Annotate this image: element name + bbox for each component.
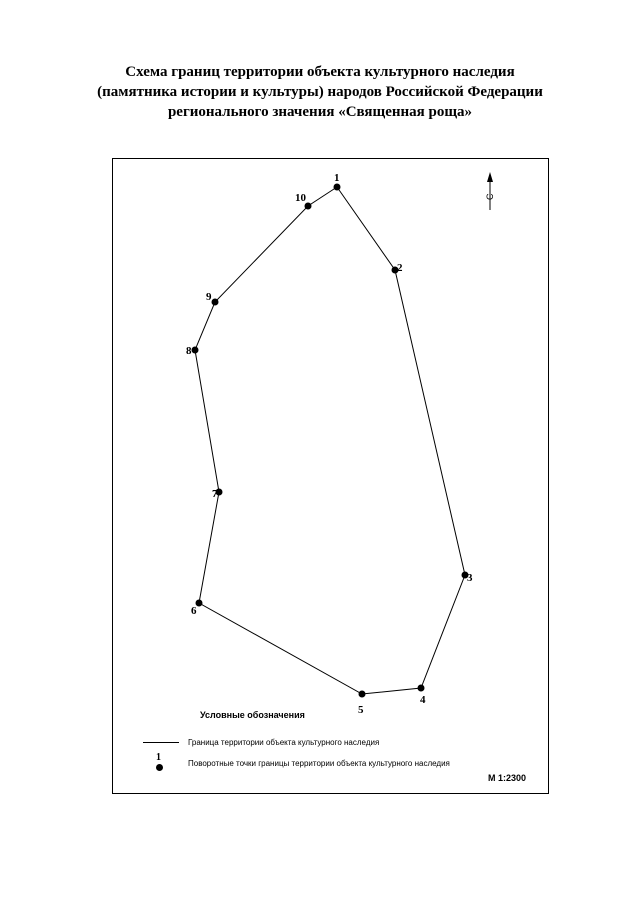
north-arrow [485,172,495,210]
point-label-9: 9 [206,291,212,303]
point-label-7: 7 [212,488,218,500]
turning-point-labels [186,172,473,716]
point-label-5: 5 [358,704,364,716]
turning-point-9 [212,299,219,306]
boundary-polygon [195,187,465,694]
title-line-3: регионального значения «Священная роща» [167,104,473,120]
point-label-2: 2 [397,262,403,274]
turning-points [192,184,469,698]
point-label-4: 4 [420,694,426,706]
legend-boundary-line-sample [143,742,179,743]
point-label-6: 6 [191,605,197,617]
point-label-10: 10 [295,192,306,204]
turning-point-1 [334,184,341,191]
turning-point-6 [196,600,203,607]
map-scale: М 1:2300 [488,773,527,783]
point-label-3: 3 [467,572,473,584]
turning-point-5 [359,691,366,698]
legend-title: Условные обозначения [200,710,305,720]
legend-point-text: Поворотные точки границы территории объекта культурного наследия [188,759,450,768]
north-arrow-label: С [485,193,495,200]
legend-point-sample-label: 1 [156,752,161,763]
turning-point-8 [192,347,199,354]
point-label-1: 1 [334,172,340,184]
title-line-1: Схема границ территории объекта культурного наследия [125,64,515,80]
title-line-2: (памятника истории и культуры) народов Российской Федерации [97,84,543,100]
turning-point-4 [418,685,425,692]
point-label-8: 8 [186,345,192,357]
legend-point-sample [156,764,163,771]
legend-boundary-text: Граница территории объекта культурного наследия [188,738,380,747]
